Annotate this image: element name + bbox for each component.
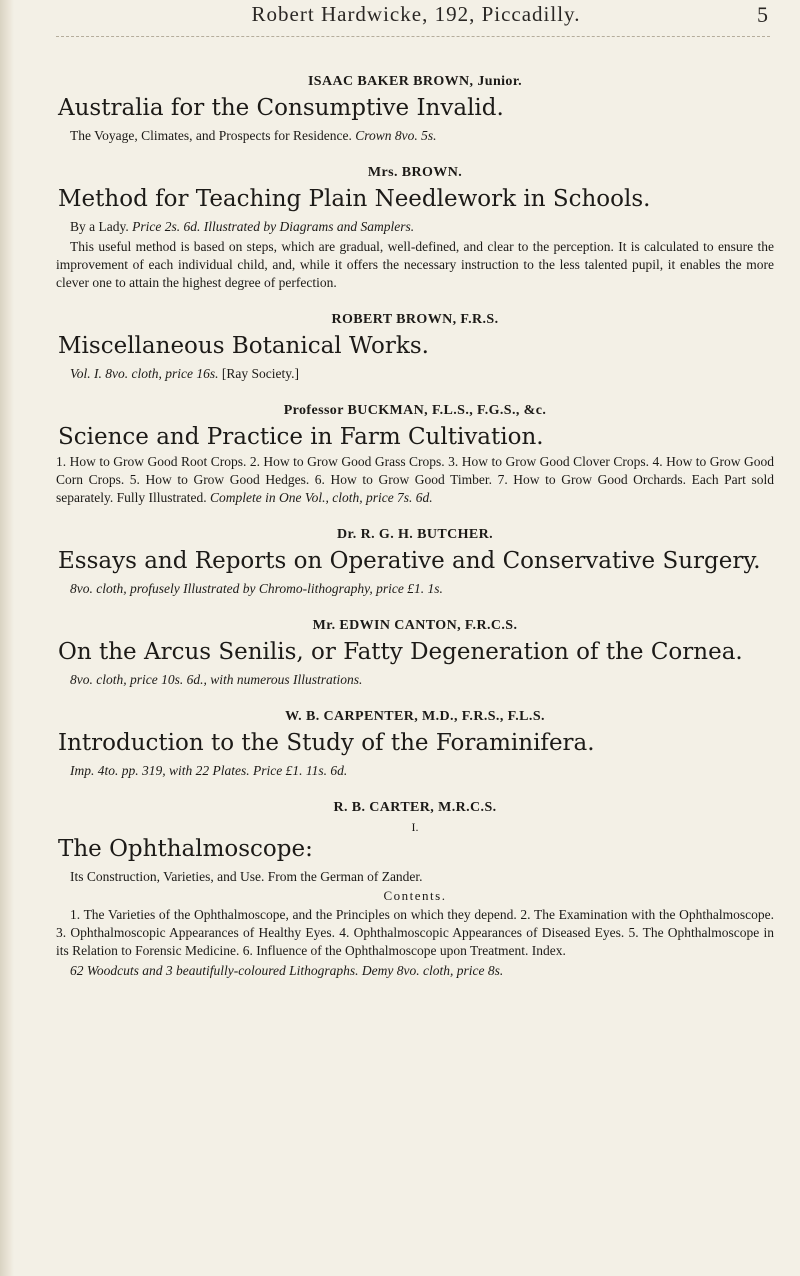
meta-italic: Crown 8vo. 5s. xyxy=(355,128,437,143)
entry-author: Professor BUCKMAN, F.L.S., F.G.S., &c. xyxy=(283,403,547,418)
entry-description: This useful method is based on steps, which are gradual, well-defined, and clear to the perception. It is calculated to ensure the improvement of each individual child, and, while it offers the necessary instruction to the less talented pupil, it enables the more clever one to attain the highest degree of perfection. xyxy=(56,239,774,290)
entry-title: Miscellaneous Botanical Works. xyxy=(58,333,429,359)
entry-title: Method for Teaching Plain Needlework in Schools. xyxy=(58,186,651,212)
contents-heading: Contents. xyxy=(383,888,447,903)
entry-author: Mrs. BROWN. xyxy=(367,165,463,180)
entry-author: W. B. CARPENTER, M.D., F.R.S., F.L.S. xyxy=(285,709,545,724)
entry-meta xyxy=(56,867,774,886)
description-plain: 1. How to Grow Good Root Crops. 2. How to Grow Good Grass Crops. 3. How to Grow Good Clover Crops. 4. How to Grow Good Corn Crops. 5. How to Grow Good Hedges. 6. How to Grow Good Timber. 7. How to Grow Good Orchards. Each Part sold separately. Fully Illustrated. xyxy=(56,454,774,505)
meta-italic: 8vo. cloth, profusely Illustrated by Chromo-lithography, price £1. 1s. xyxy=(70,581,443,596)
meta-plain: The Voyage, Climates, and Prospects for Residence. xyxy=(70,128,356,143)
meta-italic: Price 2s. 6d. Illustrated by Diagrams and Samplers. xyxy=(132,219,415,234)
entry-title: Science and Practice in Farm Cultivation. xyxy=(58,424,544,450)
entry-closing-note: 62 Woodcuts and 3 beautifully-coloured Lithographs. Demy 8vo. cloth, price 8s. xyxy=(70,963,504,978)
meta-plain: By a Lady. xyxy=(70,219,133,234)
meta-italic: 8vo. cloth, price 10s. 6d., with numerous Illustrations. xyxy=(70,672,363,687)
entry-canton xyxy=(56,618,774,689)
entry-title: Australia for the Consumptive Invalid. xyxy=(58,95,504,121)
entry-meta xyxy=(56,670,774,689)
meta-italic: Vol. I. 8vo. cloth, price 16s. xyxy=(70,366,219,381)
entry-meta xyxy=(56,217,774,236)
entry-description xyxy=(56,453,774,507)
entry-numeral: I. xyxy=(411,820,419,834)
entry-robert-brown xyxy=(56,312,774,383)
catalogue-listing xyxy=(56,74,774,1000)
entry-title: The Ophthalmoscope: xyxy=(58,836,313,862)
entry-author: ROBERT BROWN, F.R.S. xyxy=(331,312,499,327)
entry-title: On the Arcus Senilis, or Fatty Degeneration of the Cornea. xyxy=(58,639,743,665)
running-head xyxy=(60,2,772,34)
running-title: Robert Hardwicke, 192, Piccadilly. xyxy=(251,2,581,26)
page-number: 5 xyxy=(757,2,768,27)
meta-plain: [Ray Society.] xyxy=(218,366,299,381)
contents-list: 1. The Varieties of the Ophthalmoscope, and the Principles on which they depend. 2. The Examination with the Ophthalmoscope. 3. Ophthalmoscopic Appearances of Healthy Eyes. 4. Ophthalmoscopic Appearances of Diseased Eyes. 5. The Ophthalmoscope in its Relation to Forensic Medicine. 6. Influence of the Ophthalmoscope upon Treatment. Index. xyxy=(56,907,774,958)
description-italic: Complete in One Vol., cloth, price 7s. 6d. xyxy=(209,490,433,505)
entry-author: R. B. CARTER, M.R.C.S. xyxy=(333,800,497,815)
header-rule xyxy=(56,36,770,37)
entry-buckman xyxy=(56,403,774,507)
meta-plain: Its Construction, Varieties, and Use. From the German of Zander. xyxy=(70,869,423,884)
entry-title: Introduction to the Study of the Foraminifera. xyxy=(58,730,595,756)
page-edge xyxy=(0,0,14,1276)
entry-title: Essays and Reports on Operative and Conservative Surgery. xyxy=(58,548,761,574)
entry-meta xyxy=(56,364,774,383)
entry-butcher xyxy=(56,527,774,598)
entry-baker-brown xyxy=(56,74,774,145)
entry-carter xyxy=(56,800,774,980)
entry-carpenter xyxy=(56,709,774,780)
entry-mrs-brown xyxy=(56,165,774,292)
entry-meta xyxy=(56,761,774,780)
entry-author: Dr. R. G. H. BUTCHER. xyxy=(336,527,494,542)
entry-meta xyxy=(56,126,774,145)
entry-author: ISAAC BAKER BROWN, Junior. xyxy=(307,74,523,89)
entry-meta xyxy=(56,579,774,598)
meta-italic: Imp. 4to. pp. 319, with 22 Plates. Price £1. 11s. 6d. xyxy=(70,763,348,778)
entry-author: Mr. EDWIN CANTON, F.R.C.S. xyxy=(312,618,518,633)
